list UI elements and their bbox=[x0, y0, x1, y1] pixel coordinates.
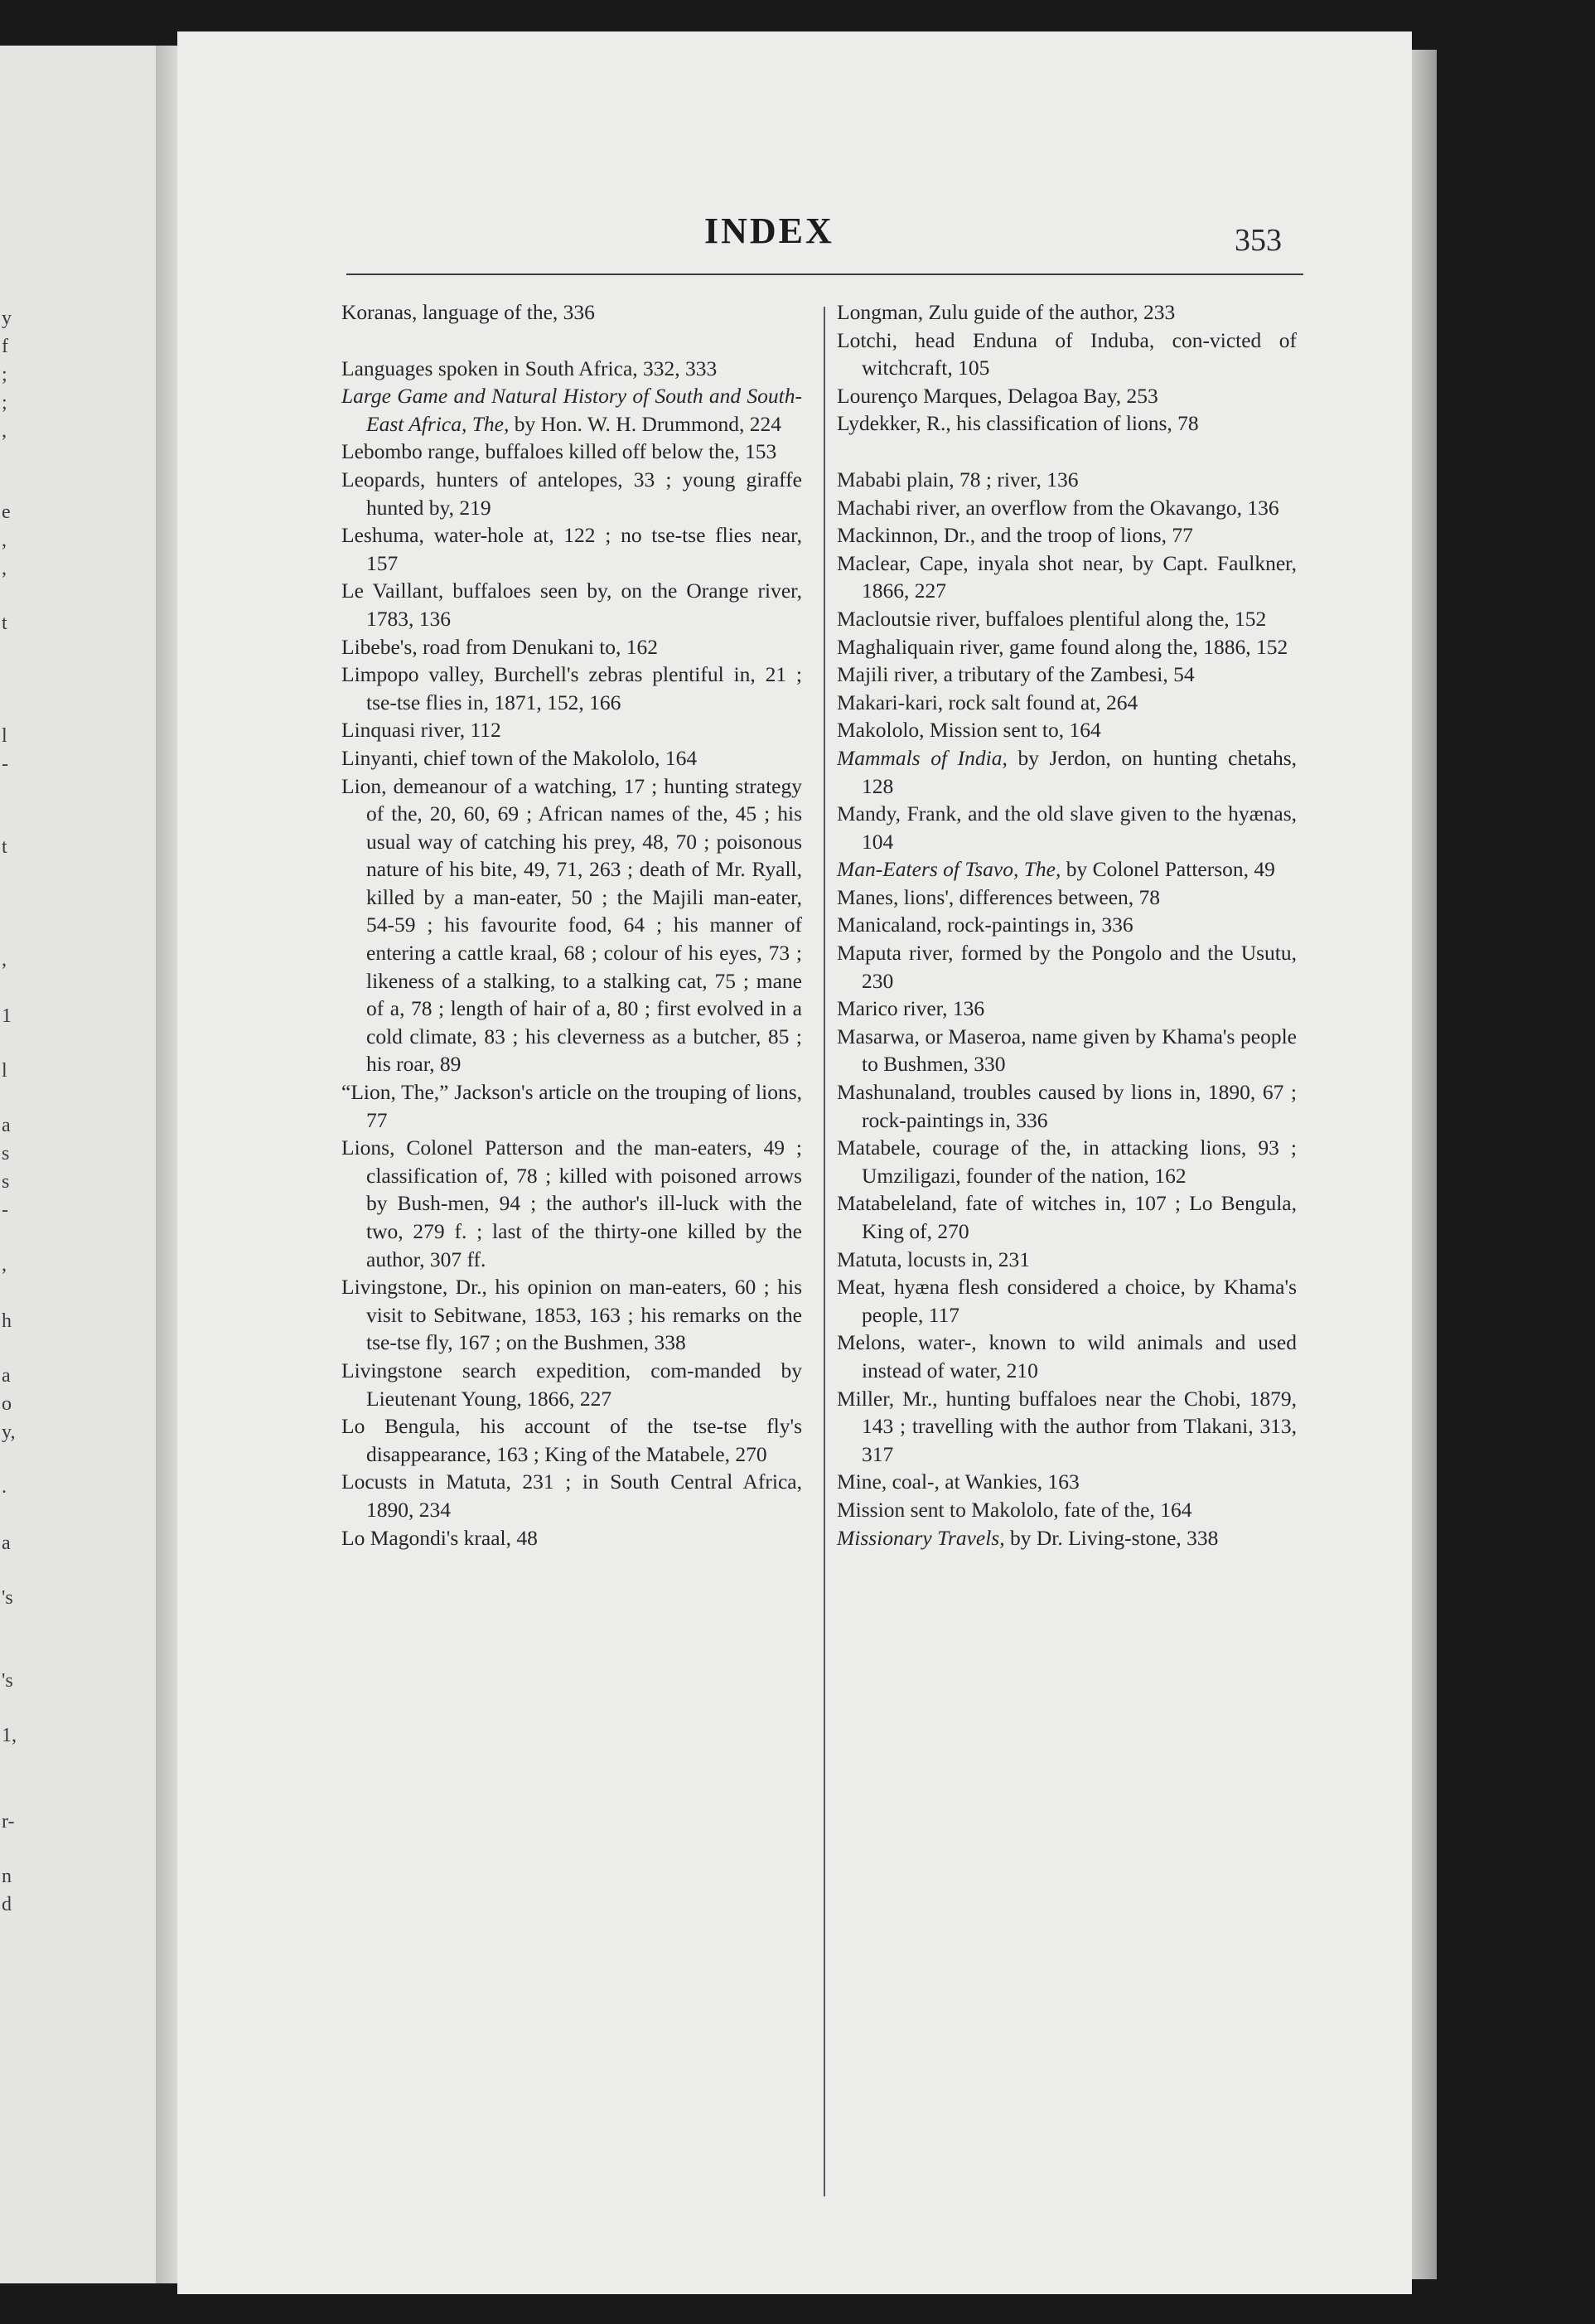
index-entry bbox=[837, 911, 1297, 939]
previous-page-fragment: r- bbox=[2, 1811, 15, 1833]
index-entry bbox=[341, 772, 802, 1079]
previous-page-fragment: s bbox=[2, 1171, 10, 1193]
index-entry-text: Lotchi, head Enduna of Induba, con-victed of witchcraft, 105 bbox=[837, 327, 1297, 380]
previous-page-fragment: d bbox=[2, 1894, 12, 1915]
index-entry-text: Locusts in Matuta, 231 ; in South Central Africa, 1890, 234 bbox=[341, 1469, 802, 1522]
index-entry bbox=[837, 1385, 1297, 1469]
index-entry-text: Leopards, hunters of antelopes, 33 ; young giraffe hunted by, 219 bbox=[341, 467, 802, 520]
index-entry-text: Majili river, a tributary of the Zambesi, 54 bbox=[837, 662, 1195, 687]
previous-page-fragment: 's bbox=[2, 1587, 13, 1609]
index-entry bbox=[341, 1357, 802, 1412]
index-entry-text: Maclear, Cape, inyala shot near, by Capt. Faulkner, 1866, 227 bbox=[837, 550, 1297, 603]
index-entry-text: Koranas, language of the, 336 bbox=[341, 300, 595, 324]
index-entry bbox=[341, 1524, 802, 1552]
previous-page-fragment: - bbox=[2, 1199, 8, 1221]
previous-page-fragment: , bbox=[2, 558, 7, 579]
index-entry bbox=[341, 744, 802, 772]
index-entry bbox=[837, 550, 1297, 605]
index-entry bbox=[341, 661, 802, 716]
index-column-left bbox=[341, 298, 802, 1552]
index-entry-text: Meat, hyæna flesh considered a choice, by Khama's people, 117 bbox=[837, 1275, 1297, 1327]
index-entry-text: Mashunaland, troubles caused by lions in, 1890, 67 ; rock-paintings in, 336 bbox=[837, 1080, 1297, 1132]
index-entry-title: Missionary Travels, bbox=[837, 1525, 1005, 1550]
index-entry-text: by Hon. W. H. Drummond, 224 bbox=[509, 411, 782, 436]
index-entry bbox=[837, 800, 1297, 855]
index-entry bbox=[837, 1134, 1297, 1189]
index-column-right bbox=[837, 298, 1297, 1552]
previous-page-fragment: o bbox=[2, 1393, 12, 1415]
index-entry bbox=[341, 1412, 802, 1468]
index-entry-text: Libebe's, road from Denukani to, 162 bbox=[341, 634, 659, 659]
index-entry bbox=[341, 438, 802, 466]
column-divider bbox=[824, 307, 825, 2196]
index-entry bbox=[341, 1468, 802, 1523]
index-entry-text: Matabele, courage of the, in attacking lions, 93 ; Umziligazi, founder of the nation, 162 bbox=[837, 1135, 1297, 1188]
index-entry-text: Lourenço Marques, Delagoa Bay, 253 bbox=[837, 383, 1158, 408]
previous-page-fragment: , bbox=[2, 949, 7, 971]
index-entry bbox=[341, 355, 802, 383]
index-entry-text: Lebombo range, buffaloes killed off below the, 153 bbox=[341, 439, 777, 464]
index-entry-text: Lo Magondi's kraal, 48 bbox=[341, 1525, 538, 1550]
index-entry bbox=[837, 744, 1297, 800]
index-entry bbox=[837, 1189, 1297, 1245]
index-entry bbox=[837, 466, 1297, 494]
index-entry-text: “Lion, The,” Jackson's article on the trouping of lions, 77 bbox=[341, 1080, 802, 1132]
previous-page-strip bbox=[0, 46, 158, 2283]
index-entry bbox=[837, 298, 1297, 327]
previous-page-fragment: ; bbox=[2, 364, 7, 385]
index-entry-title: Mammals of India, bbox=[837, 745, 1008, 770]
index-entry-text: Matuta, locusts in, 231 bbox=[837, 1247, 1031, 1271]
index-entry bbox=[837, 661, 1297, 689]
index-entry-text: Makololo, Mission sent to, 164 bbox=[837, 718, 1101, 743]
index-entry-text: Makari-kari, rock salt found at, 264 bbox=[837, 690, 1138, 714]
index-entry bbox=[837, 605, 1297, 633]
index-entry-text: Mababi plain, 78 ; river, 136 bbox=[837, 467, 1079, 491]
previous-page-fragment: t bbox=[2, 836, 7, 858]
previous-page-fragment: , bbox=[2, 530, 7, 551]
previous-page-fragment: s bbox=[2, 1143, 10, 1164]
index-entry-text: Mine, coal-, at Wankies, 163 bbox=[837, 1469, 1080, 1494]
index-entry bbox=[837, 939, 1297, 995]
previous-page-fragment: . bbox=[2, 1476, 7, 1498]
previous-page-fragment: e bbox=[2, 501, 11, 523]
index-entry bbox=[837, 1023, 1297, 1078]
previous-page-fragment: a bbox=[2, 1532, 11, 1554]
index-entry bbox=[341, 466, 802, 521]
previous-page-fragment: , bbox=[2, 420, 7, 442]
index-entry bbox=[837, 521, 1297, 550]
index-entry-title: Large Game and Natural History of South and South-East Africa, The, bbox=[341, 384, 802, 436]
index-entry-text: Marico river, 136 bbox=[837, 996, 985, 1021]
index-entry bbox=[341, 382, 802, 438]
index-entry-text: Melons, water-, known to wild animals and used instead of water, 210 bbox=[837, 1330, 1297, 1382]
index-entry-text: by Jerdon, on hunting chetahs, 128 bbox=[862, 745, 1297, 798]
previous-page-fragment: y, bbox=[2, 1421, 16, 1443]
index-entry-text: Longman, Zulu guide of the author, 233 bbox=[837, 300, 1176, 324]
index-entry-text: Lydekker, R., his classification of lions, 78 bbox=[837, 411, 1199, 436]
index-entry bbox=[341, 577, 802, 632]
header-rule bbox=[346, 274, 1303, 275]
index-entry bbox=[837, 1468, 1297, 1496]
index-entry bbox=[837, 1329, 1297, 1384]
index-entry bbox=[341, 521, 802, 577]
index-entry bbox=[837, 855, 1297, 884]
index-entry-text: Mandy, Frank, and the old slave given to the hyænas, 104 bbox=[837, 801, 1297, 854]
index-entry-title: Man-Eaters of Tsavo, The, bbox=[837, 857, 1061, 882]
previous-page-fragment: y bbox=[2, 307, 12, 329]
index-entry bbox=[837, 1273, 1297, 1329]
index-entry bbox=[341, 1078, 802, 1134]
page-number: 353 bbox=[1235, 223, 1282, 258]
index-entry-text: Le Vaillant, buffaloes seen by, on the Orange river, 1783, 136 bbox=[341, 579, 802, 631]
index-entry bbox=[837, 689, 1297, 717]
index-entry-text: Linquasi river, 112 bbox=[341, 718, 501, 743]
index-entry bbox=[837, 1524, 1297, 1552]
index-entry-text: Lion, demeanour of a watching, 17 ; hunting strategy of the, 20, 60, 69 ; African names of the, 45 ; his usual way of catching his prey, 48, 70 ; poisonous nature of his bite, 49, 71, 263 ; death of Mr. Ryall, killed by a man-eater, 50 ; the Majili man-eater, 54-59 ; his favourite food, 64 ; his manner of entering a cattle kraal, 68 ; colour of his eyes, 73 ; likeness of a stalking, to a stalking cat, 75 ; mane of a, 78 ; length of hair of a, 80 ; first evolved in a cold climate, 83 ; his cleverness as a butcher, 85 ; his roar, 89 bbox=[341, 773, 802, 1077]
book-gutter bbox=[156, 46, 177, 2283]
index-entry-text: Livingstone search expedition, com-manded by Lieutenant Young, 1866, 227 bbox=[341, 1358, 802, 1411]
index-entry-text: by Dr. Living-stone, 338 bbox=[1004, 1525, 1219, 1550]
index-entry bbox=[837, 494, 1297, 522]
previous-page-fragment: - bbox=[2, 753, 8, 775]
index-entry-text: Leshuma, water-hole at, 122 ; no tse-tse flies near, 157 bbox=[341, 523, 802, 575]
previous-page-fragment: n bbox=[2, 1866, 12, 1887]
previous-page-fragment: , bbox=[2, 1254, 7, 1276]
index-entry-text: Mission sent to Makololo, fate of the, 164 bbox=[837, 1497, 1192, 1522]
previous-page-fragment: ; bbox=[2, 392, 7, 414]
previous-page-fragment: l bbox=[2, 725, 7, 747]
index-entry-text: Manes, lions', differences between, 78 bbox=[837, 884, 1161, 909]
index-entry bbox=[837, 633, 1297, 661]
index-entry bbox=[341, 1134, 802, 1273]
previous-page-fragment: 1, bbox=[2, 1725, 17, 1746]
index-entry-text: Mackinnon, Dr., and the troop of lions, 77 bbox=[837, 523, 1193, 548]
index-entry bbox=[837, 327, 1297, 382]
index-entry bbox=[341, 298, 802, 327]
index-entry bbox=[837, 716, 1297, 744]
previous-page-fragment: f bbox=[2, 336, 8, 357]
index-entry-text: Manicaland, rock-paintings in, 336 bbox=[837, 913, 1133, 937]
index-entry-text: Miller, Mr., hunting buffaloes near the Chobi, 1879, 143 ; travelling with the author from Tlakani, 313, 317 bbox=[837, 1386, 1297, 1466]
index-entry-text: Masarwa, or Maseroa, name given by Khama's people to Bushmen, 330 bbox=[837, 1024, 1297, 1077]
index-entry-text: Limpopo valley, Burchell's zebras plentiful in, 21 ; tse-tse flies in, 1871, 152, 166 bbox=[341, 662, 802, 714]
index-entry bbox=[837, 1246, 1297, 1274]
index-entry-text: Languages spoken in South Africa, 332, 333 bbox=[341, 356, 718, 380]
index-entry bbox=[837, 995, 1297, 1023]
previous-page-fragment: h bbox=[2, 1310, 12, 1332]
index-entry-text: Livingstone, Dr., his opinion on man-eaters, 60 ; his visit to Sebitwane, 1853, 163 ; his remarks on the tse-tse fly, 167 ; on the Bushmen, 338 bbox=[341, 1275, 802, 1355]
previous-page-fragment: t bbox=[2, 612, 7, 634]
index-entry-text: Maghaliquain river, game found along the, 1886, 152 bbox=[837, 634, 1288, 659]
index-entry-text: Lo Bengula, his account of the tse-tse fly's disappearance, 163 ; King of the Matabele, 270 bbox=[341, 1414, 802, 1466]
previous-page-fragment: 1 bbox=[2, 1005, 12, 1027]
previous-page-fragment: a bbox=[2, 1115, 11, 1136]
previous-page-fragment: 's bbox=[2, 1670, 13, 1692]
page-edge-shadow bbox=[1412, 50, 1437, 2279]
index-entry bbox=[837, 382, 1297, 410]
index-entry-text: Maputa river, formed by the Pongolo and the Usutu, 230 bbox=[837, 941, 1297, 993]
index-entry bbox=[837, 409, 1297, 438]
index-entry bbox=[341, 716, 802, 744]
index-entry bbox=[837, 1496, 1297, 1524]
index-entry bbox=[837, 1078, 1297, 1134]
index-entry-text: Linyanti, chief town of the Makololo, 164 bbox=[341, 745, 698, 770]
previous-page-fragment: l bbox=[2, 1060, 7, 1082]
index-entry-text: Lions, Colonel Patterson and the man-eaters, 49 ; classification of, 78 ; killed with poisoned arrows by Bush-men, 94 ; the author's ill-luck with the two, 279 f. ; last of the thirty-one killed by the author, 307 ff. bbox=[341, 1135, 802, 1271]
page-title: INDEX bbox=[704, 211, 834, 251]
index-entry bbox=[341, 1273, 802, 1357]
index-entry-text: Machabi river, an overflow from the Okavango, 136 bbox=[837, 495, 1279, 520]
index-entry-text: by Colonel Patterson, 49 bbox=[1061, 857, 1275, 882]
index-entry bbox=[837, 884, 1297, 912]
previous-page-fragment: a bbox=[2, 1365, 11, 1387]
index-entry-text: Macloutsie river, buffaloes plentiful along the, 152 bbox=[837, 606, 1267, 631]
index-entry-text: Matabeleland, fate of witches in, 107 ; Lo Bengula, King of, 270 bbox=[837, 1191, 1297, 1243]
index-entry bbox=[341, 633, 802, 661]
